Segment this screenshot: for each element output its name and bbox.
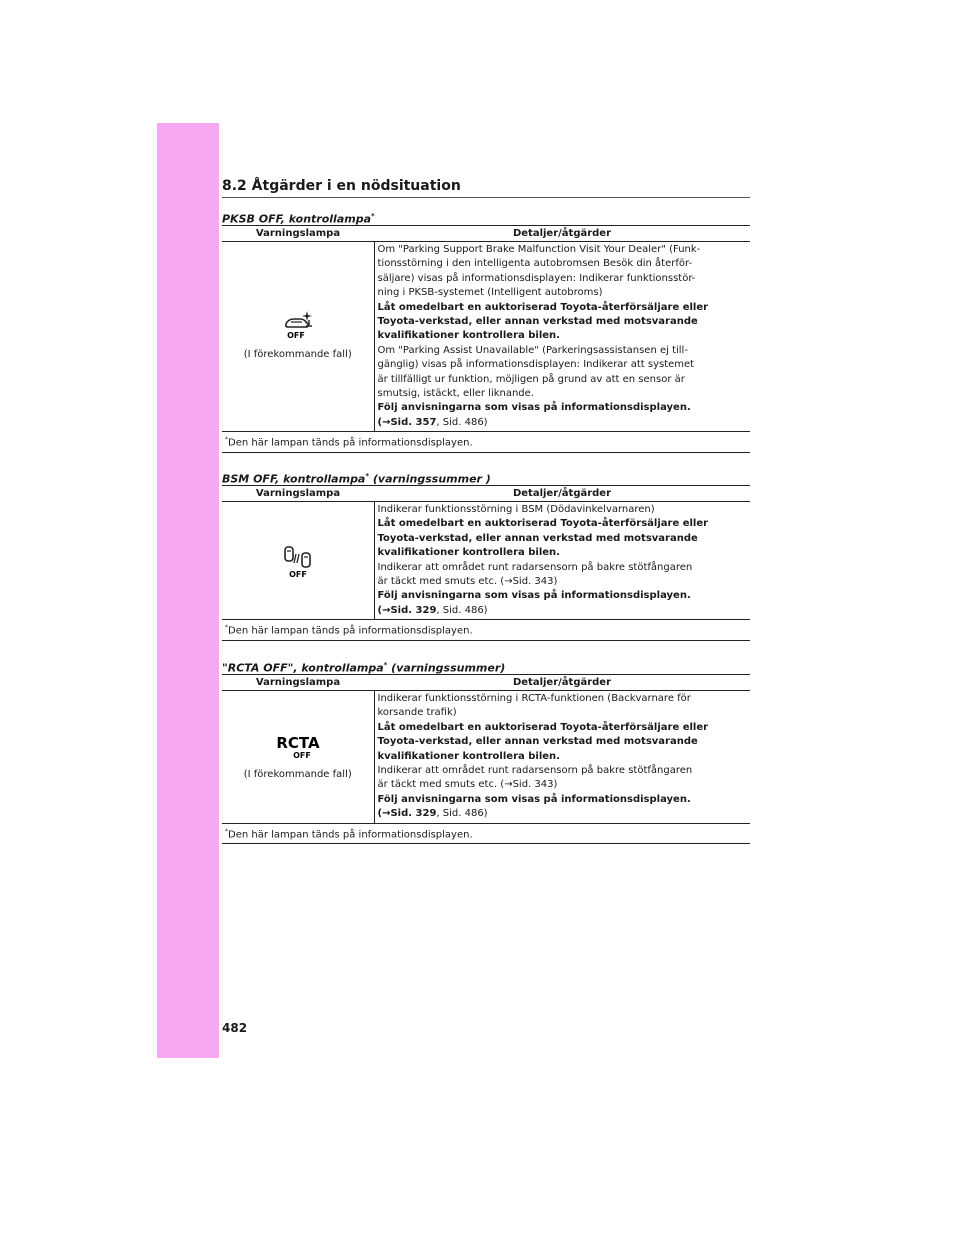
pksb-off-icon [280,310,316,340]
lamp-cell [222,242,374,432]
lamp-cell [222,502,374,620]
page-reference: (→Sid. 357, Sid. 486) [377,416,488,428]
detail-line: smutsig, istäckt, eller liknande. [377,388,534,400]
detail-line: tionsstörning i den intelligenta autobromsen Besök din återför- [377,258,693,270]
section-title [222,467,750,485]
details-cell [374,691,750,824]
header-details: Detaljer/åtgärder [374,226,750,242]
footnote: *Den här lampan tänds på informationsdisplayen. [222,823,750,844]
table-row [222,242,750,432]
lamp-cell [222,691,374,824]
section-title-text: PKSB OFF, kontrollampa [222,212,371,226]
detail-line: är tillfälligt ur funktion, möjligen på grund av att en sensor är [377,373,685,385]
detail-line: Följ anvisningarna som visas på informationsdisplayen. [377,590,691,602]
footnote-marker: * [365,472,370,480]
detail-line: kvalifikationer kontrollera bilen. [377,547,560,559]
page-number: 482 [222,1021,248,1035]
rcta-off-icon [271,732,325,760]
footnote: *Den här lampan tänds på informationsdisplayen. [222,432,750,453]
header-details: Detaljer/åtgärder [374,675,750,691]
detail-line: Låt omedelbart en auktoriserad Toyota-återförsäljare eller [377,301,709,313]
detail-line: Toyota-verkstad, eller annan verkstad med motsvarande [377,736,698,748]
table-header-row [222,675,750,691]
section-title [222,656,750,674]
section-rcta-off [222,656,750,844]
icon-label: OFF [286,331,305,341]
footnote-marker: * [371,212,375,220]
chapter-heading: 8.2 Åtgärder i en nödsituation [222,178,750,198]
details-cell [374,242,750,432]
page-reference: (→Sid. 329, Sid. 486) [377,808,488,820]
detail-line: Följ anvisningarna som visas på informationsdisplayen. [377,402,691,414]
detail-line: Låt omedelbart en auktoriserad Toyota-återförsäljare eller [377,721,709,733]
detail-line: Indikerar att området runt radarsensorn på bakre stötfångaren [377,561,693,573]
section-title-suffix: (varningssummer ) [369,472,491,486]
footnote: *Den här lampan tänds på informationsdisplayen. [222,620,750,641]
table-header-row [222,226,750,242]
detail-line: gänglig) visas på informationsdisplayen: Indikerar att systemet [377,359,695,371]
page-link[interactable]: Sid. 329 [390,808,437,820]
detail-line: säljare) visas på informationsdisplayen: Indikerar funktionsstör- [377,272,696,284]
detail-line: Toyota-verkstad, eller annan verkstad med motsvarande [377,316,698,328]
details-lines [378,243,748,416]
detail-line: Följ anvisningarna som visas på informationsdisplayen. [377,793,691,805]
warning-table [222,225,750,453]
detail-line: Indikerar funktionsstörning i BSM (Dödavinkelvarnaren) [377,504,655,515]
details-lines [378,692,748,807]
lamp-note: (I förekommande fall) [243,768,352,780]
warning-table [222,485,750,641]
page-link[interactable]: Sid. 329 [390,604,437,616]
header-lamp: Varningslampa [222,486,374,502]
header-lamp: Varningslampa [222,675,374,691]
icon-label: OFF [288,569,307,579]
footnote-row [222,620,750,641]
details-cell [374,502,750,620]
bsm-off-icon [280,543,316,579]
footnote-row [222,432,750,453]
section-title-suffix: (varningssummer) [387,661,506,675]
detail-line: Låt omedelbart en auktoriserad Toyota-återförsäljare eller [377,518,709,530]
footnote-row [222,823,750,844]
detail-line: Indikerar funktionsstörning i RCTA-funktionen (Backvarnare för [377,693,691,704]
footnote-marker: * [383,661,388,669]
detail-line: ning i PKSB-systemet (Intelligent autobroms) [377,287,603,299]
page-reference: (→Sid. 329, Sid. 486) [377,604,488,616]
section-pksb-off [222,207,750,453]
icon-text: RCTA [276,733,320,752]
header-details: Detaljer/åtgärder [374,486,750,502]
detail-line: Om "Parking Assist Unavailable" (Parkeringsassistansen ej till- [377,344,688,356]
detail-line: är täckt med smuts etc. (→Sid. 343) [377,576,558,588]
icon-label: OFF [292,750,311,760]
detail-line: Om "Parking Support Brake Malfunction Visit Your Dealer" (Funk- [377,244,701,255]
detail-line: Indikerar att området runt radarsensorn på bakre stötfångaren [377,765,693,777]
detail-line: kvalifikationer kontrollera bilen. [377,750,560,762]
chapter-tab-sidebar [157,123,219,1058]
section-bsm-off [222,467,750,641]
detail-line: korsande trafik) [377,707,457,719]
detail-line: är täckt med smuts etc. (→Sid. 343) [377,779,558,791]
lamp-note: (I förekommande fall) [243,349,352,361]
warning-table [222,674,750,844]
detail-line: Toyota-verkstad, eller annan verkstad med motsvarande [377,532,698,544]
section-title [222,207,750,225]
table-row [222,502,750,620]
page-link[interactable]: Sid. 357 [390,416,437,428]
section-title-text: BSM OFF, kontrollampa [222,472,366,486]
details-lines [378,503,748,604]
table-row [222,691,750,824]
section-title-text: "RCTA OFF", kontrollampa [222,661,384,675]
detail-line: kvalifikationer kontrollera bilen. [377,330,560,342]
table-header-row [222,486,750,502]
header-lamp: Varningslampa [222,226,374,242]
